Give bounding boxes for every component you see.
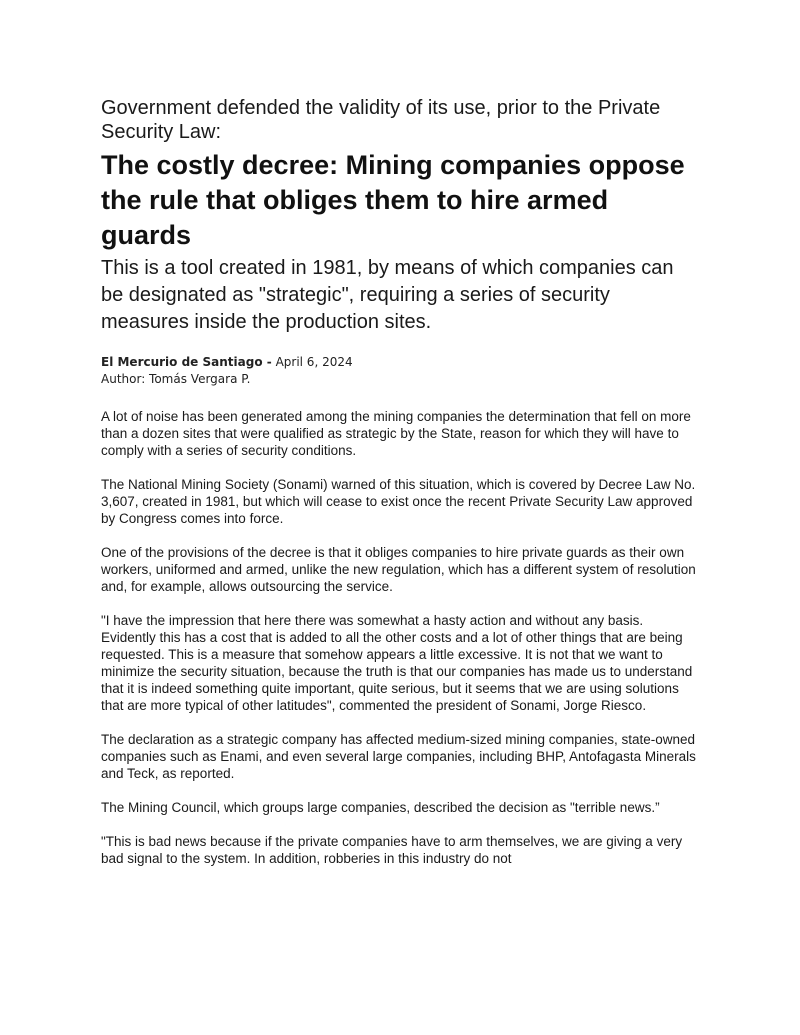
article-source: El Mercurio de Santiago - — [101, 355, 272, 369]
article — [101, 96, 701, 884]
paragraph-5: The declaration as a strategic company has affected medium-sized mining companies, state-owned companies such as Enami, and even several large companies, including BHP, Antofagasta Minerals and Teck, as reported. — [101, 732, 696, 781]
paragraph-2: The National Mining Society (Sonami) warned of this situation, which is covered by Decree Law No. 3,607, created in 1981, but which will cease to exist once the recent Private Security Law approved by Congress comes into force. — [101, 477, 696, 526]
article-meta — [101, 354, 701, 388]
paragraph-6: The Mining Council, which groups large companies, described the decision as "terrible news.” — [101, 800, 660, 815]
article-deck: This is a tool created in 1981, by means of which companies can be designated as "strategic", requiring a series of security measures inside the production sites. — [101, 257, 674, 333]
article-date: April 6, 2024 — [275, 355, 353, 369]
article-author: Author: Tomás Vergara P. — [101, 372, 251, 386]
paragraph-7: "This is bad news because if the private companies have to arm themselves, we are giving a very bad signal to the system. In addition, robberies in this industry do not — [101, 834, 683, 866]
paragraph-1: A lot of noise has been generated among the mining companies the determination that fell on more than a dozen sites that were qualified as strategic by the State, reason for which they will have to comply with a series of security conditions. — [101, 409, 691, 458]
source-line — [101, 354, 701, 371]
article-body — [101, 408, 701, 867]
article-kicker: Government defended the validity of its use, prior to the Private Security Law: — [101, 97, 661, 143]
article-headline: The costly decree: Mining companies oppose the rule that obliges them to hire armed guards — [101, 150, 685, 250]
paragraph-3: One of the provisions of the decree is that it obliges companies to hire private guards as their own workers, uniformed and armed, unlike the new regulation, which has a different system of resolution and, for example, allows outsourcing the service. — [101, 545, 696, 594]
paragraph-4: "I have the impression that here there was somewhat a hasty action and without any basis. Evidently this has a cost that is added to all the other costs and a lot of other things that are being requested. This is a measure that somehow appears a little excessive. It is not that we want to minimize the security situation, because the truth is that our companies has made us to understand that it is indeed something quite important, quite serious, but it seems that we are using solutions that are more typical of other latitudes", commented the president of Sonami, Jorge Riesco. — [101, 613, 693, 713]
